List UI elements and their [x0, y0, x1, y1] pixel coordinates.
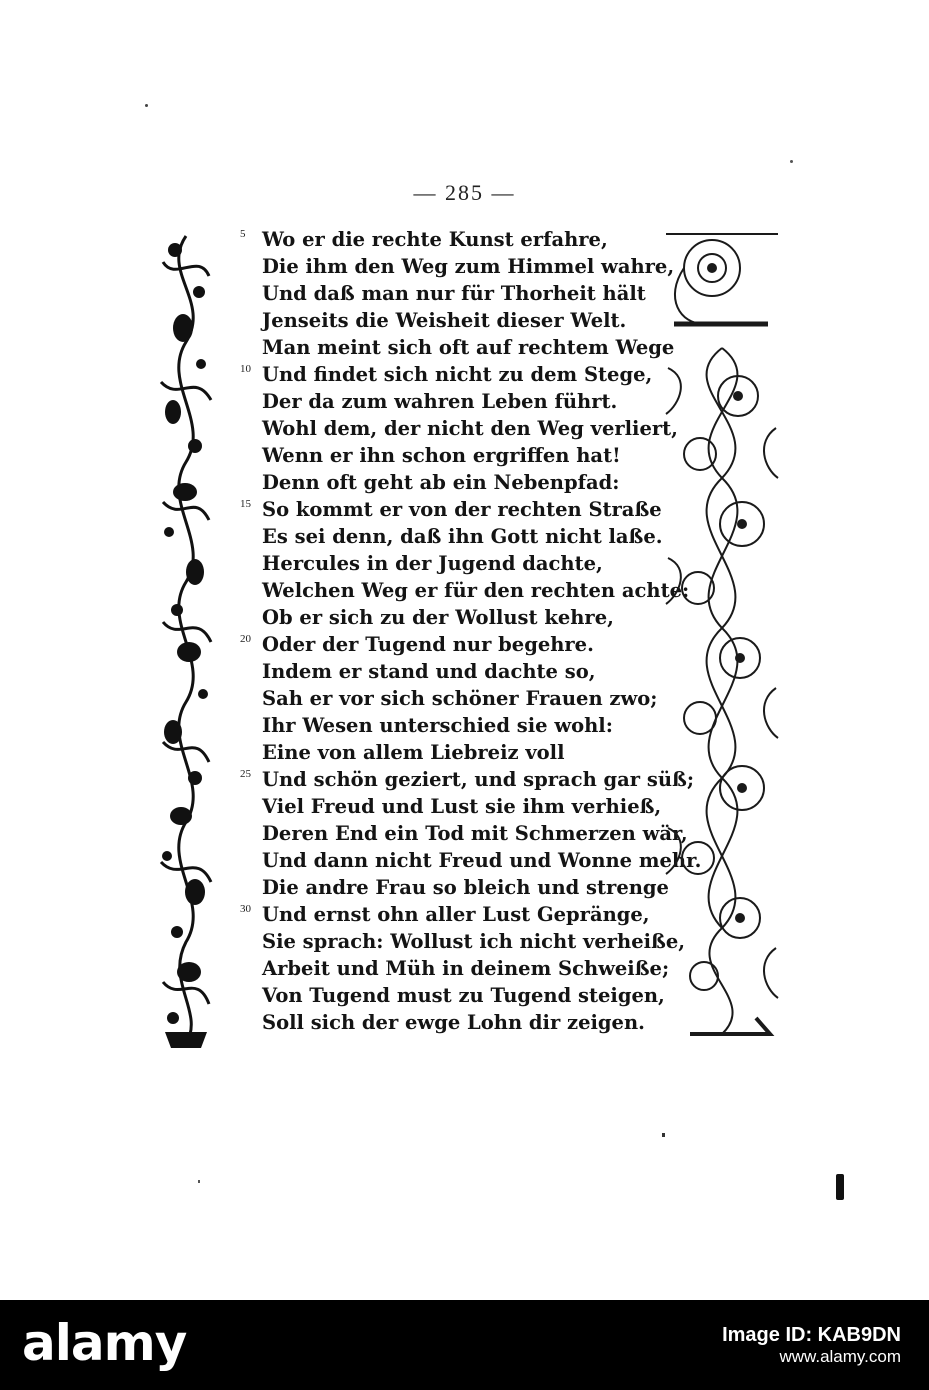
- page-speck: [198, 1180, 200, 1183]
- page-speck: [790, 160, 793, 163]
- footer-url: www.alamy.com: [779, 1347, 901, 1366]
- page-speck: [145, 104, 148, 107]
- watermark-footer: [0, 1300, 929, 1390]
- footer-info: [722, 1324, 901, 1368]
- image-id: Image ID: KAB9DN: [722, 1324, 901, 1346]
- left-ornamental-border-icon: [155, 232, 217, 1048]
- page-speck: [662, 1133, 665, 1137]
- book-page: — 285 — 5 Wo er die rechte Kunst erfahre, Die ihm den Weg zum Himmel wahre, Und daß man nur für Thorheit hält Jenseits die Weisheit dieser Welt. Man meint sich oft auf rechtem Wege 10 Und findet sich nicht zu dem Stege, Der da zum wahren Leben führt. Wohl dem, der nicht den Weg verliert, Wenn er ihn schon ergriffen hat! Denn oft geht ab ein Nebenpfad: 15 So kommt er von der rechten Straße Es sei denn, daß ihn Gott nicht laße. Hercules in der Jugend dachte, Welchen Weg er für den rechten achte: Ob er sich zu der Wollust kehre, 20 Oder der Tugend nur begehre. Indem er stand und dachte so, Sah er vor sich schöner Frauen zwo; Ihr Wesen unterschied sie wohl: Eine von allem Liebreiz voll 25 Und schön geziert, und sprach gar süß; Viel Freud und Lust sie ihm verhieß, Deren End ein Tod mit Schmerzen wär, Und dann nicht Freud und Wonne mehr. Die andre Frau so bleich und strenge 30 Und ernst ohn aller Lust Gepränge, Sie sprach: Wollust ich nicht verheiße, Arbeit und Müh in deinem Schweiße; Von Tugend must zu Tugend steigen, Soll sich der ewge Lohn dir zeigen.: [0, 0, 929, 1300]
- page-number: — 285 —: [413, 180, 516, 205]
- right-ornamental-border-icon: [660, 228, 784, 1040]
- ink-mark: [836, 1174, 844, 1200]
- alamy-logo: alamy: [22, 1314, 187, 1372]
